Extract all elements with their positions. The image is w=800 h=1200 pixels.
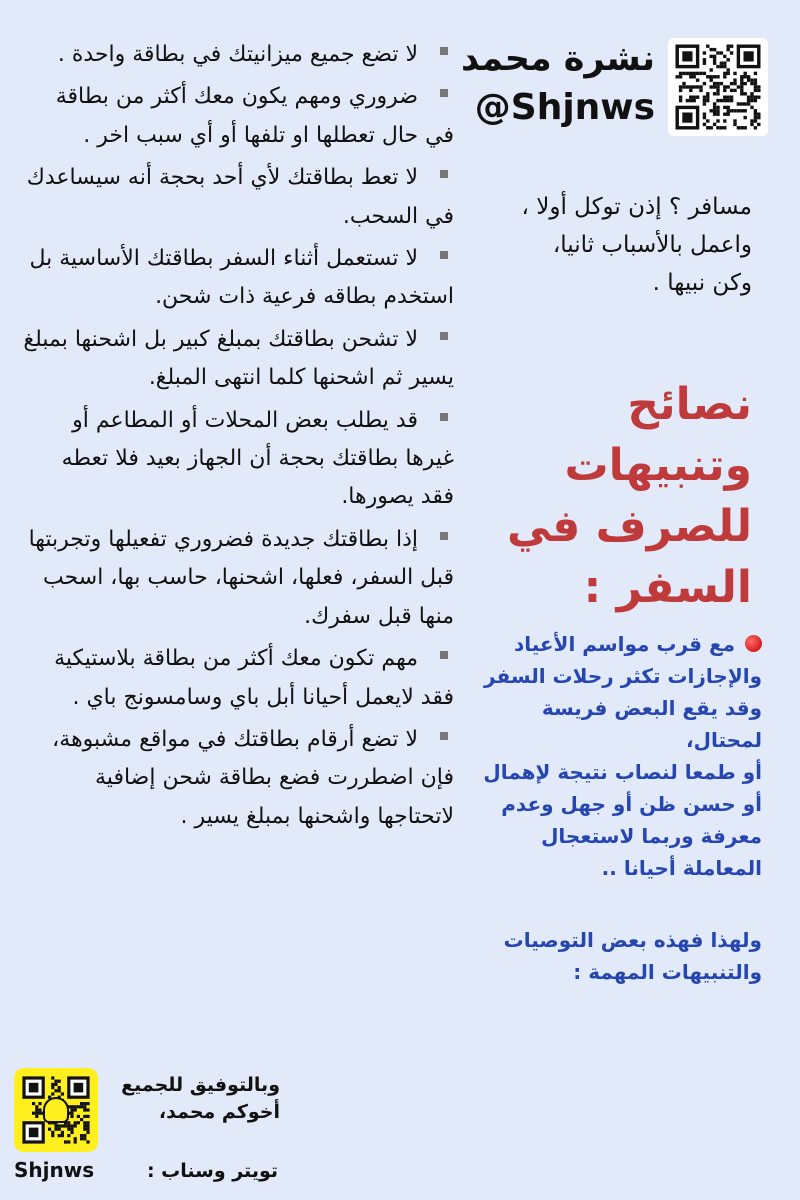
- red-circle-icon: [745, 635, 762, 652]
- square-bullet-icon: [440, 170, 448, 178]
- tip-text: ضروري ومهم يكون معك أكثر من بطاقة في حال تعطلها او تلفها أو أي سبب اخر .: [55, 84, 454, 148]
- signature-line: أخوكم محمد،: [158, 1101, 280, 1123]
- tip-text: قد يطلب بعض المحلات أو المطاعم أو غيرها بطاقتك بحجة أن الجهاز بعيد فلا تعطه فقد يصورها.: [61, 407, 454, 510]
- square-bullet-icon: [440, 732, 448, 740]
- snapchat-ghost-icon: [43, 1097, 69, 1123]
- square-bullet-icon: [440, 89, 448, 97]
- twitter-handle: @Shjnws: [474, 87, 655, 128]
- tip-item: [22, 36, 454, 74]
- intro-line: وكن نبيها .: [652, 270, 752, 296]
- tip-item: [22, 640, 454, 717]
- tip-text: لا تستعمل أثناء السفر بطاقتك الأساسية بل استخدم بطاقه فرعية ذات شحن.: [29, 246, 454, 310]
- headline-line: السفر :: [583, 562, 752, 613]
- tip-text: إذا بطاقتك جديدة فضروري تفعيلها وتجربتها قبل السفر، فعلها، اشحنها، حاسب بها، اسحب منها قبل سفرك.: [28, 526, 454, 629]
- headline-line: وتنبيهات: [564, 440, 752, 491]
- tip-text: مهم تكون معك أكثر من بطاقة بلاستيكية فقد لايعمل أحيانا أبل باي وسامسونج باي .: [54, 646, 454, 710]
- notice-paragraph: أو طمعا لنصاب نتيجة لإهمال أو حسن ظن أو جهل وعدم معرفة وربما لاستعجال المعاملة أحيانا ..: [483, 760, 762, 880]
- closing-line: وبالتوفيق للجميع: [121, 1074, 280, 1096]
- notice-paragraph: ولهذا فهذه بعض التوصيات والتنبيهات المهمة :: [503, 928, 762, 984]
- tip-item: [22, 521, 454, 636]
- square-bullet-icon: [440, 651, 448, 659]
- notice-paragraph: [462, 628, 762, 756]
- tip-text: لا تضع جميع ميزانيتك في بطاقة واحدة .: [57, 42, 418, 67]
- newsletter-title: نشرة محمد: [461, 39, 655, 79]
- headline-line: للصرف في: [507, 501, 752, 552]
- notice-block: [462, 628, 762, 988]
- tip-text: لا تشحن بطاقتك بمبلغ كبير بل اشحنها بمبلغ يسير ثم اشحنها كلما انتهى المبلغ.: [23, 326, 454, 391]
- tips-list: [22, 36, 454, 840]
- tip-text: لا تعط بطاقتك لأي أحد بحجة أنه سيساعدك في السحب.: [26, 165, 454, 229]
- snapcode-icon: [14, 1068, 98, 1152]
- tip-text: لا تضع أرقام بطاقتك في مواقع مشبوهة، فإن اضطررت فضع بطاقة شحن إضافية لاتحتاجها واشحنها بمبلغ يسير .: [52, 726, 454, 829]
- tip-item: [22, 402, 454, 517]
- intro-line: واعمل بالأسباب ثانيا،: [552, 232, 752, 258]
- notice-paragraph-text: مع قرب مواسم الأعياد والإجازات تكثر رحلات السفر وقد يقع البعض فريسة لمحتال،: [484, 632, 762, 752]
- headline: [470, 374, 752, 618]
- tip-item: [22, 159, 454, 236]
- tip-item: [22, 78, 454, 155]
- social-handle: Shjnws: [14, 1158, 95, 1182]
- square-bullet-icon: [440, 532, 448, 540]
- square-bullet-icon: [440, 413, 448, 421]
- tip-item: [22, 321, 454, 398]
- tip-item: [22, 240, 454, 317]
- intro-line: مسافر ؟ إذن توكل أولا ،: [521, 194, 752, 220]
- headline-line: نصائح: [627, 379, 752, 430]
- qr-code-icon: [668, 38, 768, 136]
- tip-item: [22, 721, 454, 836]
- footer-closing: [100, 1072, 280, 1126]
- social-label: تويتر وسناب :: [146, 1160, 278, 1182]
- intro-text: [470, 188, 752, 302]
- square-bullet-icon: [440, 332, 448, 340]
- square-bullet-icon: [440, 47, 448, 55]
- square-bullet-icon: [440, 251, 448, 259]
